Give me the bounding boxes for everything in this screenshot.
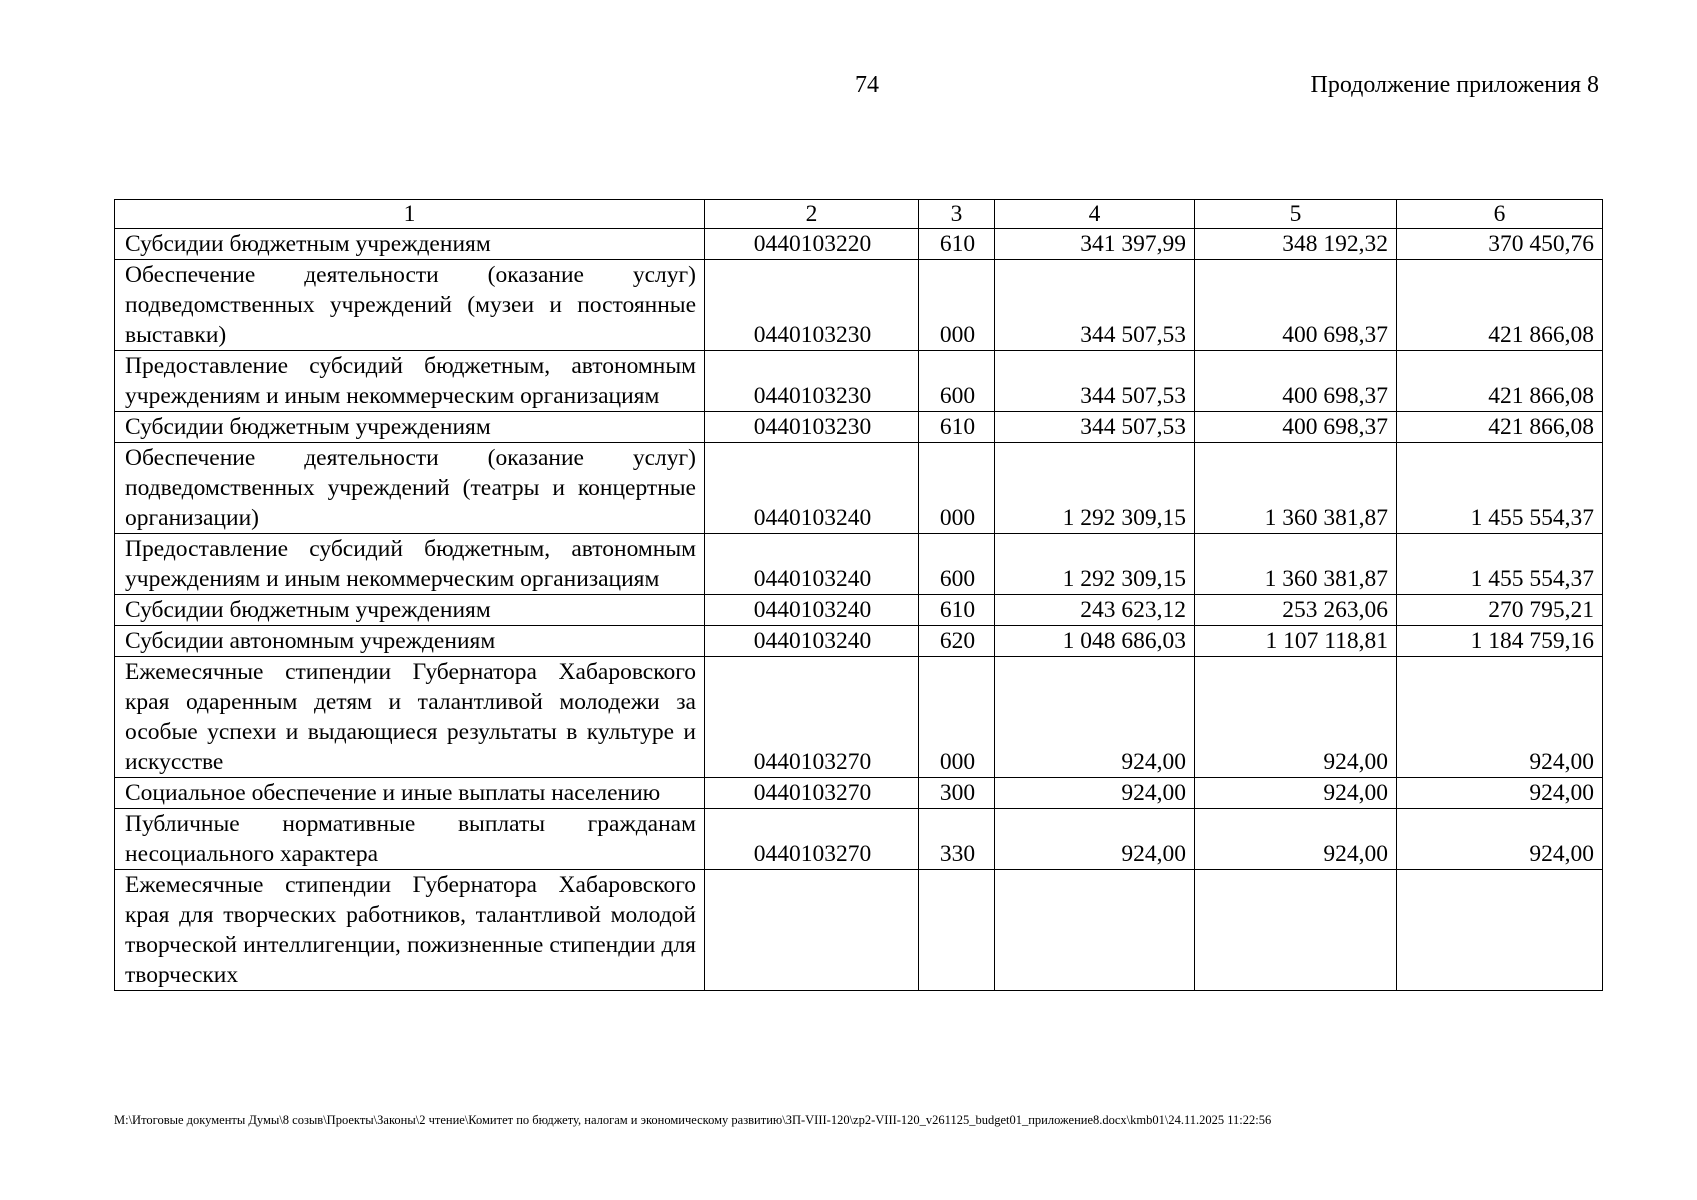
row-value-6: 1 455 554,37	[1397, 443, 1603, 534]
row-value-6	[1397, 870, 1603, 991]
row-code: 0440103240	[705, 595, 919, 626]
table-row	[115, 260, 1603, 351]
column-header: 2	[705, 200, 919, 229]
table-row	[115, 534, 1603, 595]
row-value-5: 1 360 381,87	[1195, 443, 1397, 534]
row-code: 0440103240	[705, 443, 919, 534]
row-value-6: 924,00	[1397, 657, 1603, 778]
row-code	[705, 870, 919, 991]
row-value-5: 1 360 381,87	[1195, 534, 1397, 595]
table-row	[115, 229, 1603, 260]
row-expense-type: 330	[919, 809, 995, 870]
table-row	[115, 809, 1603, 870]
row-value-6: 270 795,21	[1397, 595, 1603, 626]
row-value-6: 370 450,76	[1397, 229, 1603, 260]
row-expense-type: 000	[919, 443, 995, 534]
row-name: Субсидии автономным учреждениям	[115, 626, 705, 657]
row-value-5: 924,00	[1195, 657, 1397, 778]
appendix-header: Продолжение приложения 8	[1310, 72, 1599, 98]
row-value-4: 1 048 686,03	[995, 626, 1195, 657]
row-value-6: 1 455 554,37	[1397, 534, 1603, 595]
row-name: Обеспечение деятельности (оказание услуг) подведомственных учреждений (театры и концертные организации)	[115, 443, 705, 534]
table-row	[115, 595, 1603, 626]
row-value-4: 924,00	[995, 778, 1195, 809]
row-value-6: 924,00	[1397, 778, 1603, 809]
row-name: Субсидии бюджетным учреждениям	[115, 595, 705, 626]
row-name: Обеспечение деятельности (оказание услуг) подведомственных учреждений (музеи и постоянные выставки)	[115, 260, 705, 351]
row-value-4	[995, 870, 1195, 991]
row-name: Публичные нормативные выплаты гражданам несоциального характера	[115, 809, 705, 870]
row-value-4: 344 507,53	[995, 351, 1195, 412]
row-expense-type: 610	[919, 412, 995, 443]
row-code: 0440103220	[705, 229, 919, 260]
row-value-6: 421 866,08	[1397, 260, 1603, 351]
row-code: 0440103230	[705, 412, 919, 443]
row-value-4: 243 623,12	[995, 595, 1195, 626]
row-value-6: 421 866,08	[1397, 412, 1603, 443]
row-expense-type: 000	[919, 657, 995, 778]
row-value-5: 348 192,32	[1195, 229, 1397, 260]
row-code: 0440103240	[705, 626, 919, 657]
budget-table	[114, 199, 1603, 991]
row-value-5: 1 107 118,81	[1195, 626, 1397, 657]
row-code: 0440103230	[705, 351, 919, 412]
row-name: Предоставление субсидий бюджетным, автономным учреждениям и иным некоммерческим организациям	[115, 351, 705, 412]
row-name: Ежемесячные стипендии Губернатора Хабаровского края для творческих работников, талантливой молодой творческой интеллигенции, пожизненные стипендии для творческих	[115, 870, 705, 991]
row-code: 0440103270	[705, 778, 919, 809]
table-row	[115, 412, 1603, 443]
column-header: 1	[115, 200, 705, 229]
row-expense-type: 300	[919, 778, 995, 809]
column-header: 5	[1195, 200, 1397, 229]
column-header: 4	[995, 200, 1195, 229]
row-code: 0440103240	[705, 534, 919, 595]
row-value-4: 924,00	[995, 809, 1195, 870]
row-value-4: 1 292 309,15	[995, 534, 1195, 595]
row-name: Субсидии бюджетным учреждениям	[115, 412, 705, 443]
table-header-row	[115, 200, 1603, 229]
file-path-footer: M:\Итоговые документы Думы\8 созыв\Проекты\Законы\2 чтение\Комитет по бюджету, налогам и экономическому развитию\ЗП-VIII-120\zp2-VIII-120_v261125_budget01_приложение8.docx\kmb01\24.11.2025 11:22:56	[114, 1113, 1272, 1127]
row-expense-type	[919, 870, 995, 991]
row-code: 0440103230	[705, 260, 919, 351]
row-value-5: 924,00	[1195, 778, 1397, 809]
row-name: Субсидии бюджетным учреждениям	[115, 229, 705, 260]
row-code: 0440103270	[705, 657, 919, 778]
row-name: Ежемесячные стипендии Губернатора Хабаровского края одаренным детям и талантливой молодежи за особые успехи и выдающиеся результаты в культуре и искусстве	[115, 657, 705, 778]
row-value-4: 344 507,53	[995, 412, 1195, 443]
row-expense-type: 000	[919, 260, 995, 351]
row-value-4: 1 292 309,15	[995, 443, 1195, 534]
row-expense-type: 620	[919, 626, 995, 657]
table-row	[115, 626, 1603, 657]
row-expense-type: 610	[919, 595, 995, 626]
row-name: Социальное обеспечение и иные выплаты населению	[115, 778, 705, 809]
row-value-6: 421 866,08	[1397, 351, 1603, 412]
table-row	[115, 351, 1603, 412]
column-header: 6	[1397, 200, 1603, 229]
row-value-5: 253 263,06	[1195, 595, 1397, 626]
table-row	[115, 443, 1603, 534]
table-row	[115, 657, 1603, 778]
table-row	[115, 870, 1603, 991]
row-value-5	[1195, 870, 1397, 991]
row-value-6: 1 184 759,16	[1397, 626, 1603, 657]
column-header: 3	[919, 200, 995, 229]
row-value-6: 924,00	[1397, 809, 1603, 870]
row-value-4: 344 507,53	[995, 260, 1195, 351]
row-value-4: 924,00	[995, 657, 1195, 778]
row-value-5: 924,00	[1195, 809, 1397, 870]
row-name: Предоставление субсидий бюджетным, автономным учреждениям и иным некоммерческим организациям	[115, 534, 705, 595]
row-expense-type: 610	[919, 229, 995, 260]
row-expense-type: 600	[919, 534, 995, 595]
row-value-5: 400 698,37	[1195, 260, 1397, 351]
row-value-5: 400 698,37	[1195, 412, 1397, 443]
row-expense-type: 600	[919, 351, 995, 412]
row-value-5: 400 698,37	[1195, 351, 1397, 412]
row-code: 0440103270	[705, 809, 919, 870]
table-row	[115, 778, 1603, 809]
page-number: 74	[855, 72, 879, 98]
row-value-4: 341 397,99	[995, 229, 1195, 260]
